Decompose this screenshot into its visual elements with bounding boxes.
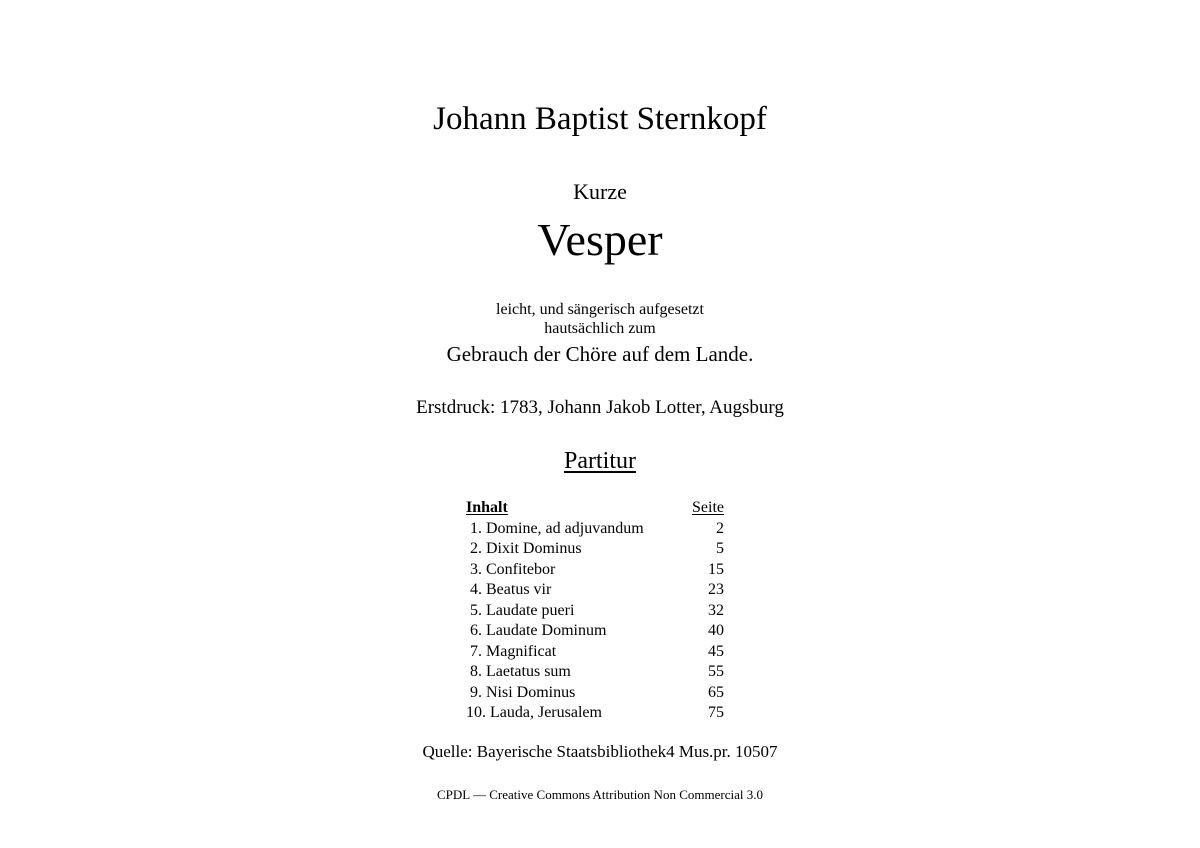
- toc-header-contents: Inhalt: [466, 499, 508, 516]
- toc-entry-page: 23: [708, 581, 724, 598]
- toc-entry-page: 2: [716, 519, 724, 537]
- toc-entry-title: 2. Dixit Dominus: [470, 540, 582, 557]
- toc-entry: [466, 580, 724, 601]
- toc-header: [466, 498, 724, 519]
- license-note: CPDL — Creative Commons Attribution Non Commercial 3.0: [437, 787, 763, 802]
- toc-entry-page: 65: [708, 683, 724, 701]
- score-label: Partitur: [564, 448, 636, 474]
- toc-entry-title: 10. Lauda, Jerusalem: [466, 704, 602, 721]
- toc-header-page: Seite: [692, 499, 724, 516]
- toc-entry: [466, 683, 724, 704]
- toc-entry-page: 32: [708, 601, 724, 619]
- toc-entry: [466, 519, 724, 540]
- toc-entry-page: 45: [708, 642, 724, 660]
- toc-entry: [466, 560, 724, 581]
- toc-entry-page: 15: [708, 560, 724, 578]
- toc-entry: [466, 662, 724, 683]
- toc-entry: [466, 703, 724, 724]
- toc-entry-page: 75: [708, 704, 724, 721]
- toc-entry-title: 8. Laetatus sum: [470, 663, 571, 680]
- toc-entry-page: 5: [716, 540, 724, 557]
- toc-entry-page: 55: [708, 663, 724, 680]
- composer-name: Johann Baptist Sternkopf: [433, 101, 767, 137]
- first-print-info: Erstdruck: 1783, Johann Jakob Lotter, Augsburg: [416, 397, 784, 418]
- page-title: Vesper: [537, 214, 663, 265]
- subtitle-line-2: hautsächlich zum: [544, 320, 656, 337]
- toc-entry: [466, 642, 724, 663]
- subtitle-line-1: leicht, und sängerisch aufgesetzt: [496, 301, 704, 318]
- toc-entry-title: 5. Laudate pueri: [470, 601, 575, 619]
- title-prefix: Kurze: [573, 179, 627, 204]
- subtitle-line-3: Gebrauch der Chöre auf dem Lande.: [446, 342, 754, 366]
- toc-entry: [466, 539, 724, 560]
- source-note: Quelle: Bayerische Staatsbibliothek4 Mus.pr. 10507: [422, 742, 778, 761]
- toc-entry-title: 1. Domine, ad adjuvandum: [470, 519, 644, 537]
- toc-entry-page: 40: [708, 622, 724, 639]
- toc-entry: [466, 601, 724, 622]
- toc-entry-title: 9. Nisi Dominus: [470, 683, 576, 701]
- toc-entry-title: 4. Beatus vir: [470, 581, 552, 598]
- toc-entry: [466, 621, 724, 642]
- table-of-contents: [466, 498, 724, 724]
- toc-entry-title: 7. Magnificat: [470, 642, 557, 660]
- toc-entry-title: 6. Laudate Dominum: [470, 622, 607, 639]
- toc-entry-title: 3. Confitebor: [470, 560, 556, 578]
- score-heading: [0, 449, 1200, 473]
